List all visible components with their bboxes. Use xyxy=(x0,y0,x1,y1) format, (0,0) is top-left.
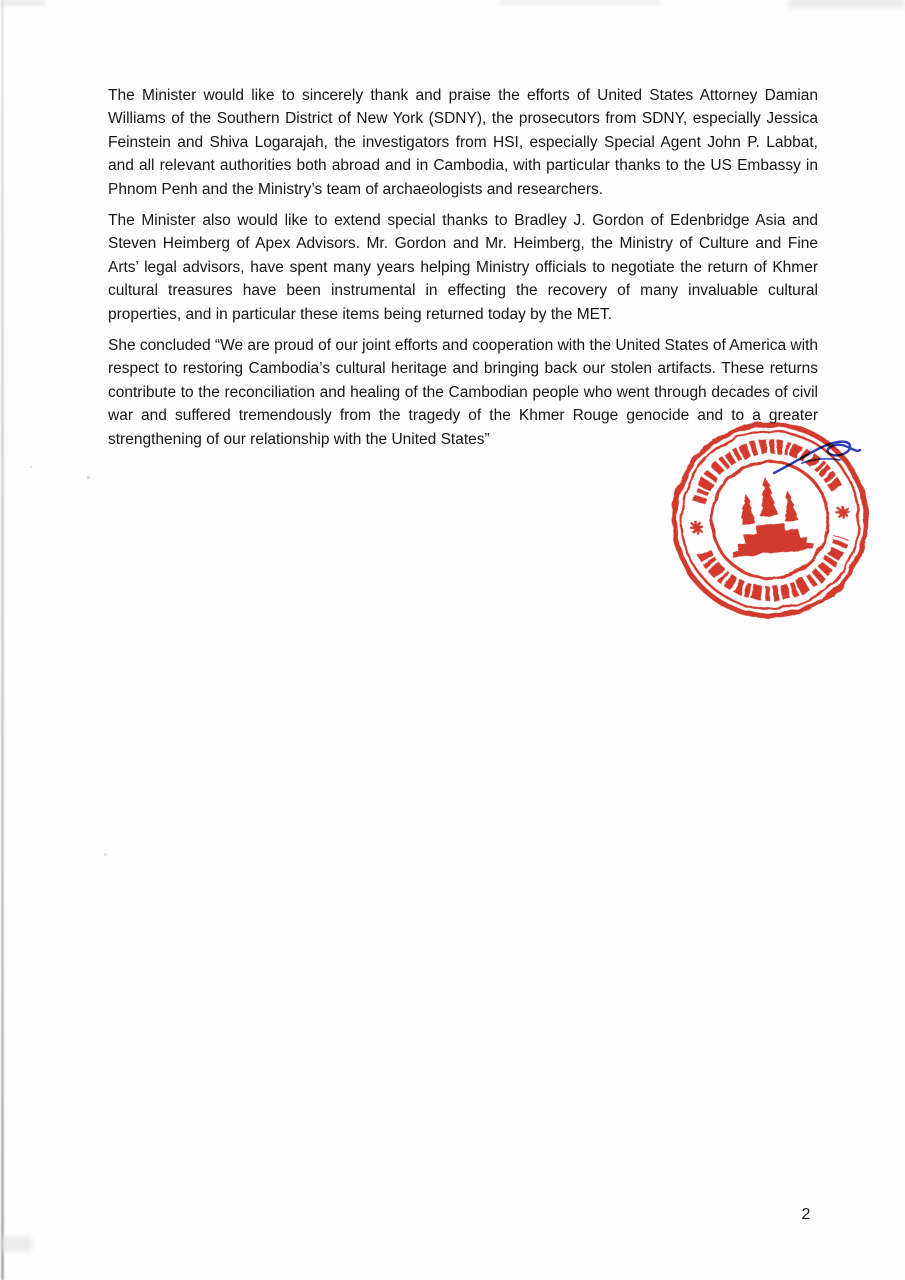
signature-ink xyxy=(746,427,878,489)
scan-smudge-top-left xyxy=(0,0,46,6)
scan-speck xyxy=(30,466,32,468)
paragraph-closing-quote: She concluded “We are proud of our joint efforts and cooperation with the United States of America with respect to restoring Cambodia’s cultural heritage and bringing back our stolen artifacts. These returns contribute to the reconciliation and healing of the Cambodian people who went through decades of civil war and suffered tremendously from the tragedy of the Khmer Rouge genocide and to a greater strengthening of our relationship with the United States” xyxy=(108,337,818,448)
page-number: 2 xyxy=(801,1206,811,1223)
scan-speck xyxy=(104,853,107,856)
paragraph-thanks-us-authorities: The Minister would like to sincerely thank and praise the efforts of United States Attorney Damian Williams of the Southern District of New York (SDNY), the prosecutors from SDNY, especially Jessica Feinstein and Shiva Logarajah, the investigators from HSI, especially Special Agent John P. Labbat, and all relevant authorities both abroad and in Cambodia, with particular thanks to the US Embassy in Phnom Penh and the Ministry’s team of archaeologists and researchers. xyxy=(108,87,818,198)
signature-scribble-icon xyxy=(746,427,878,489)
scan-smudge-top-right xyxy=(788,0,905,12)
scan-edge-left xyxy=(1,0,4,1280)
scan-speck xyxy=(87,476,90,479)
scan-smudge-top-center xyxy=(500,0,660,4)
letter-body xyxy=(108,84,818,459)
scan-smudge-bottom-left xyxy=(0,1236,32,1252)
paragraph-thanks-legal-advisors: The Minister also would like to extend special thanks to Bradley J. Gordon of Edenbridge Asia and Steven Heimberg of Apex Advisors. Mr. Gordon and Mr. Heimberg, the Ministry of Culture and Fine Arts’ legal advisors, have spent many years helping Ministry officials to negotiate the return of Khmer cultural treasures have been instrumental in effecting the recovery of many invaluable cultural properties, and in particular these items being returned today by the MET. xyxy=(108,212,818,323)
